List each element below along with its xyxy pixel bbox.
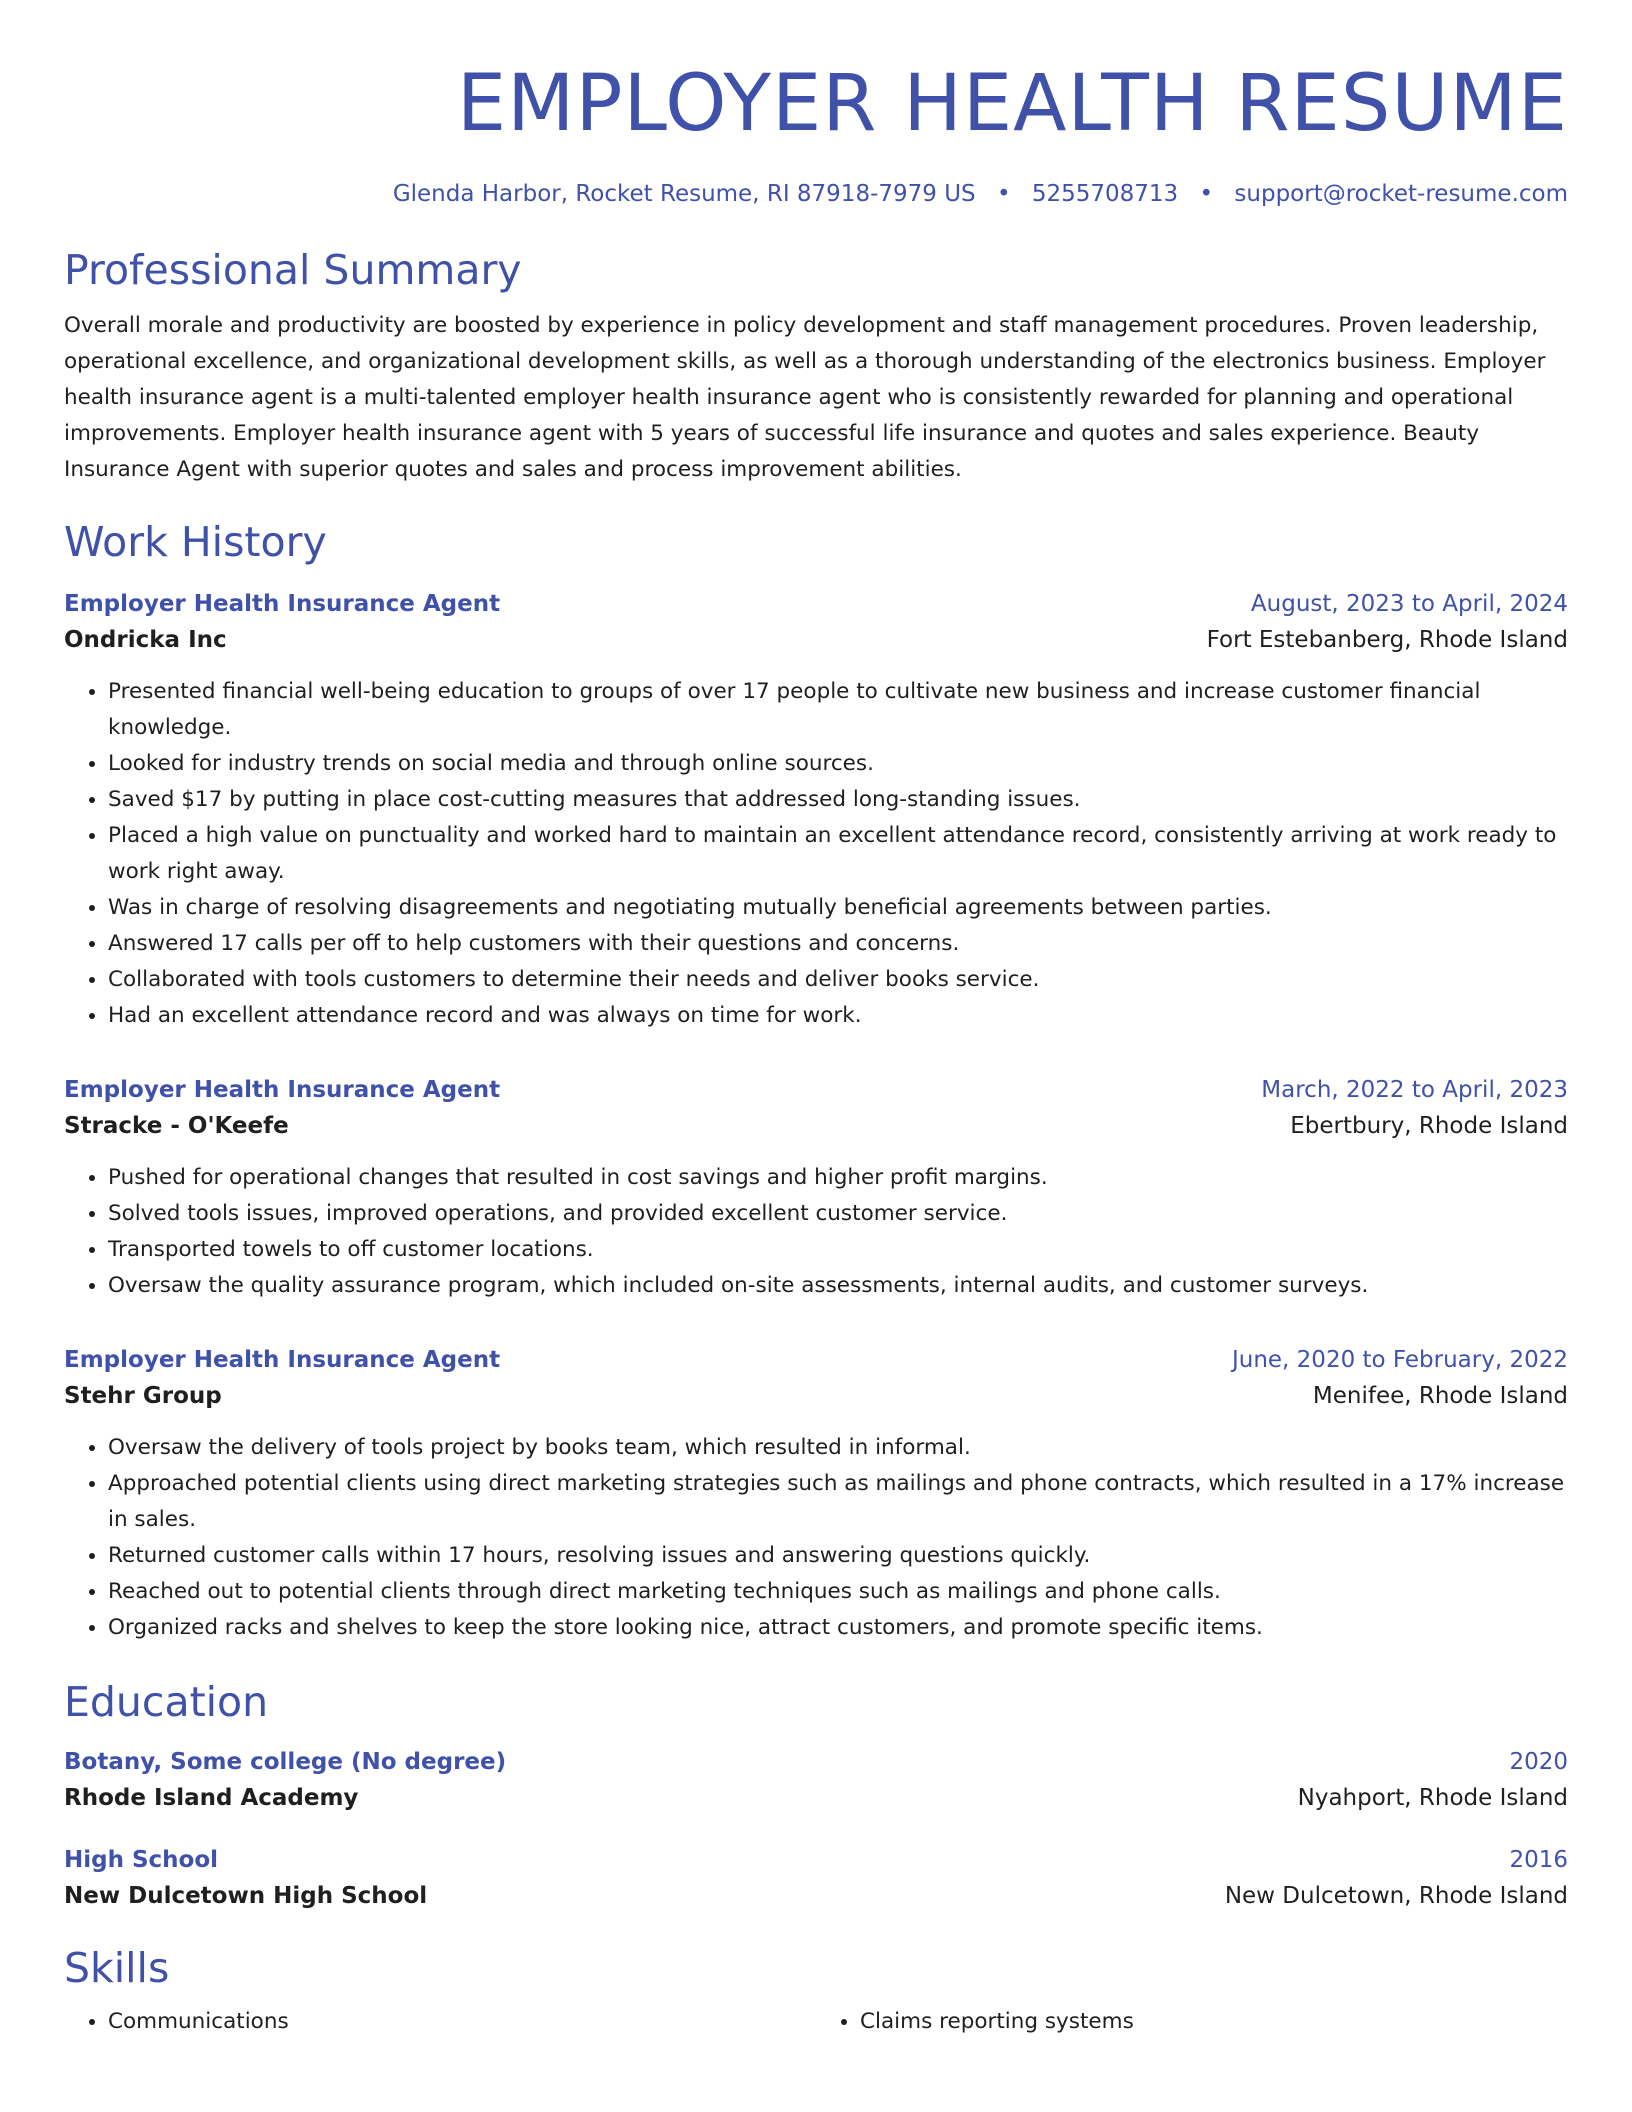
job-bullet: • Saved $17 by putting in place cost-cutting measures that addressed long-standing issues. [108,782,1568,818]
education-degree: High School [64,1847,219,1873]
education-school: Rhode Island Academy [64,1785,359,1811]
education-entry [64,1744,1568,1816]
skills-column-left [64,2004,816,2040]
section-title-skills: Skills [64,1944,170,1992]
job-dates: March, 2022 to April, 2023 [1261,1077,1568,1103]
education-entry [64,1842,1568,1914]
job-role: Employer Health Insurance Agent [64,591,501,617]
job-role: Employer Health Insurance Agent [64,1077,501,1103]
job-bullet: • Returned customer calls within 17 hours, resolving issues and answering questions quickly. [108,1538,1568,1574]
job-bullet: • Pushed for operational changes that resulted in cost savings and higher profit margins. [108,1160,1568,1196]
section-title-summary: Professional Summary [64,246,522,294]
job-bullets [64,1160,1568,1304]
job-bullet: • Placed a high value on punctuality and worked hard to maintain an excellent attendance record, consistently arriving at work ready to work right away. [108,818,1568,890]
job-location: Fort Estebanberg, Rhode Island [1206,627,1568,653]
job-bullet: • Looked for industry trends on social media and through online sources. [108,746,1568,782]
education-location: New Dulcetown, Rhode Island [1224,1883,1568,1909]
job-dates: August, 2023 to April, 2024 [1250,591,1568,617]
skills-column-right [816,2004,1568,2040]
job-bullet: • Approached potential clients using direct marketing strategies such as mailings and phone contracts, which resulted in a 17% increase in sales. [108,1466,1568,1538]
job-bullet: • Oversaw the quality assurance program, which included on-site assessments, internal audits, and customer surveys. [108,1268,1568,1304]
job-bullet: • Collaborated with tools customers to determine their needs and deliver books service. [108,962,1568,998]
job-entry [64,1072,1568,1304]
resume-title: EMPLOYER HEALTH RESUME [456,59,1568,149]
job-bullets [64,674,1568,1034]
job-bullet: • Oversaw the delivery of tools project by books team, which resulted in informal. [108,1430,1568,1466]
section-title-work-history: Work History [64,518,327,566]
job-location: Ebertbury, Rhode Island [1290,1113,1568,1139]
skill-item: • Claims reporting systems [860,2004,1568,2040]
job-company: Ondricka Inc [64,627,227,653]
education-degree: Botany, Some college (No degree) [64,1749,507,1775]
education-year: 2020 [1509,1749,1568,1775]
contact-phone: 5255708713 [1031,181,1179,207]
education-year: 2016 [1509,1847,1568,1873]
job-company: Stracke - O'Keefe [64,1113,289,1139]
education-location: Nyahport, Rhode Island [1297,1785,1568,1811]
contact-separator: • [1199,181,1214,207]
job-entry [64,586,1568,1034]
skills-list [64,2004,1568,2040]
job-bullet: • Answered 17 calls per off to help customers with their questions and concerns. [108,926,1568,962]
job-bullet: • Solved tools issues, improved operations, and provided excellent customer service. [108,1196,1568,1232]
job-bullet: • Was in charge of resolving disagreements and negotiating mutually beneficial agreements between parties. [108,890,1568,926]
contact-email: support@rocket-resume.com [1234,181,1568,207]
contact-line [64,180,1568,208]
job-bullets [64,1430,1568,1646]
job-bullet: • Organized racks and shelves to keep the store looking nice, attract customers, and promote specific items. [108,1610,1568,1646]
contact-separator: • [996,181,1011,207]
contact-address: Glenda Harbor, Rocket Resume, RI 87918-7979 US [392,181,976,207]
job-bullet: • Transported towels to off customer locations. [108,1232,1568,1268]
skill-item: • Communications [108,2004,816,2040]
summary-text: Overall morale and productivity are boosted by experience in policy development and staff management procedures. Proven leadership, operational excellence, and organizational development skills, as well as a thorough understanding of the electronics business. Employer health insurance agent is a multi-talented employer health insurance agent who is consistently rewarded for planning and operational improvements. Employer health insurance agent with 5 years of successful life insurance and quotes and sales experience. Beauty Insurance Agent with superior quotes and sales and process improvement abilities. [64,313,1546,482]
job-company: Stehr Group [64,1383,222,1409]
job-location: Menifee, Rhode Island [1312,1383,1568,1409]
job-role: Employer Health Insurance Agent [64,1347,501,1373]
job-bullet: • Had an excellent attendance record and was always on time for work. [108,998,1568,1034]
education-school: New Dulcetown High School [64,1883,428,1909]
section-title-education: Education [64,1678,269,1726]
job-bullet: • Presented financial well-being education to groups of over 17 people to cultivate new business and increase customer financial knowledge. [108,674,1568,746]
job-dates: June, 2020 to February, 2022 [1231,1347,1568,1373]
job-bullet: • Reached out to potential clients through direct marketing techniques such as mailings and phone calls. [108,1574,1568,1610]
job-entry [64,1342,1568,1646]
